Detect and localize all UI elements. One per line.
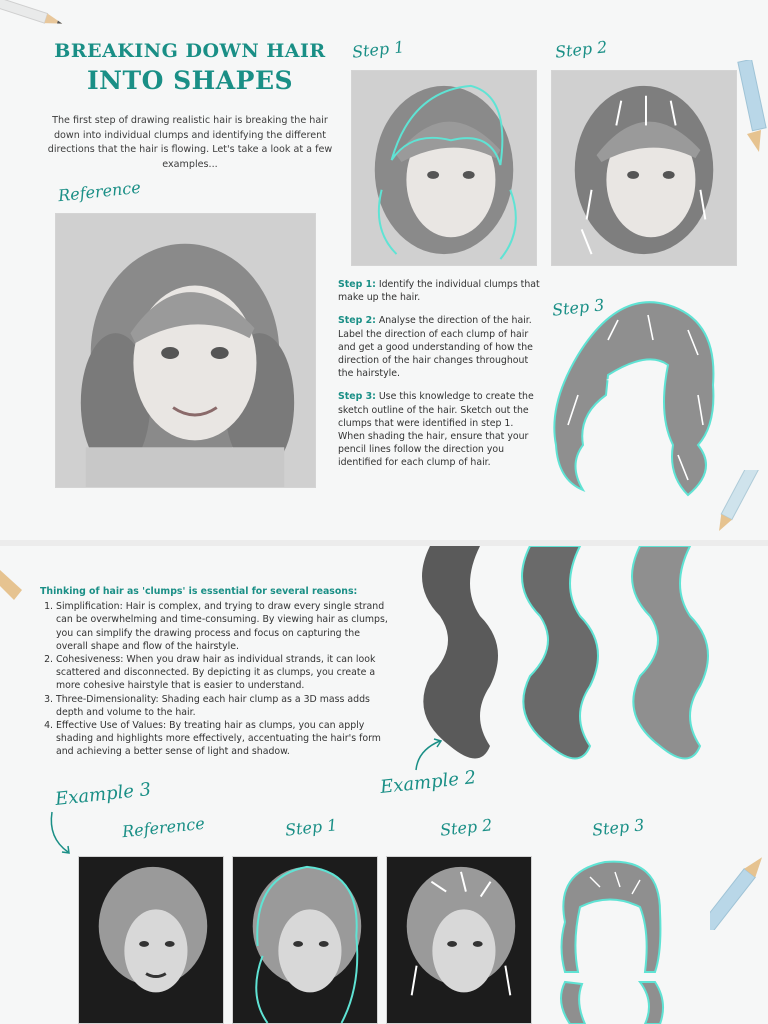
step-2-photo-woman (386, 856, 532, 1024)
reason-item: 4. Effective Use of Values: By treating hair as clumps, you can apply shading and highlights more effectively, accentuating the hair's form and achieving a better sense of light and shadow. (56, 719, 390, 759)
step-1-photo (351, 70, 537, 266)
reasons-section (40, 585, 390, 759)
step-2-instruction: Step 2: Analyse the direction of the hair. Label the direction of each clump of hair and get a good understanding of how the direction of the hair changes throughout the hairstyle. (338, 315, 533, 380)
reasons-list (40, 600, 390, 758)
reference-label-bottom: Reference (121, 813, 206, 842)
title-line-1: BREAKING DOWN HAIR (54, 40, 326, 62)
example-3-label: Example 3 (54, 779, 153, 810)
pencil-decoration-top-left (0, 0, 70, 40)
step-1-instruction: Step 1: Identify the individual clumps that make up the hair. (338, 279, 540, 304)
steps-instructions (338, 278, 543, 480)
step-1-photo-woman (232, 856, 378, 1024)
step-2-photo (551, 70, 737, 266)
intro-paragraph: The first step of drawing realistic hair is breaking the hair down into individual clumps and identifying the different directions that the hair is flowing. Let's take a look at a few examples... (47, 115, 333, 170)
step-3-instruction: Step 3: Use this knowledge to create the sketch outline of the hair. Sketch out the clumps that were identified in step 1. When shading the hair, ensure that your pencil lines follow the direction you identified for each clump of hair. (338, 391, 534, 469)
pencil-decoration-right (735, 60, 768, 160)
step-1-label: Step 1 (351, 37, 406, 62)
step-3-label-bottom: Step 3 (591, 815, 646, 840)
arrow-icon-example-3 (44, 808, 74, 856)
reason-item: 2. Cohesiveness: When you draw hair as individual strands, it can look scattered and disconnected. By depicting it as clumps, you create a more cohesive hairstyle that is easier to understand. (56, 653, 390, 693)
example-2-curls-image (400, 546, 730, 781)
step-2-label-bottom: Step 2 (439, 815, 494, 840)
reasons-heading: Thinking of hair as 'clumps' is essential for several reasons: (40, 586, 358, 597)
reason-item: 1. Simplification: Hair is complex, and trying to draw every single strand can be overwhelming and time-consuming. By viewing hair as clumps, you can simplify the drawing process and focus on capturing the overall shape and flow of the hairstyle. (56, 600, 390, 653)
reference-label: Reference (57, 177, 142, 206)
step-1-label-bottom: Step 1 (284, 815, 339, 840)
step-3-hair-sketch-woman (550, 852, 670, 1024)
pencil-decoration-bottom-right (710, 850, 768, 930)
reason-item: 3. Three-Dimensionality: Shading each hair clump as a 3D mass adds depth and volume to the hair. (56, 693, 390, 719)
title-line-2: INTO SHAPES (86, 66, 294, 95)
arrow-icon-example-2 (408, 735, 448, 775)
pencil-decoration-left-mid (0, 560, 40, 620)
step-2-label: Step 2 (554, 37, 609, 62)
reference-photo-woman (78, 856, 224, 1024)
step-3-hair-sketch (548, 295, 728, 505)
reference-photo-girl (55, 213, 316, 488)
step-3-label: Step 3 (551, 295, 606, 320)
example-2-label: Example 2 (379, 767, 478, 798)
page-title (40, 40, 340, 95)
